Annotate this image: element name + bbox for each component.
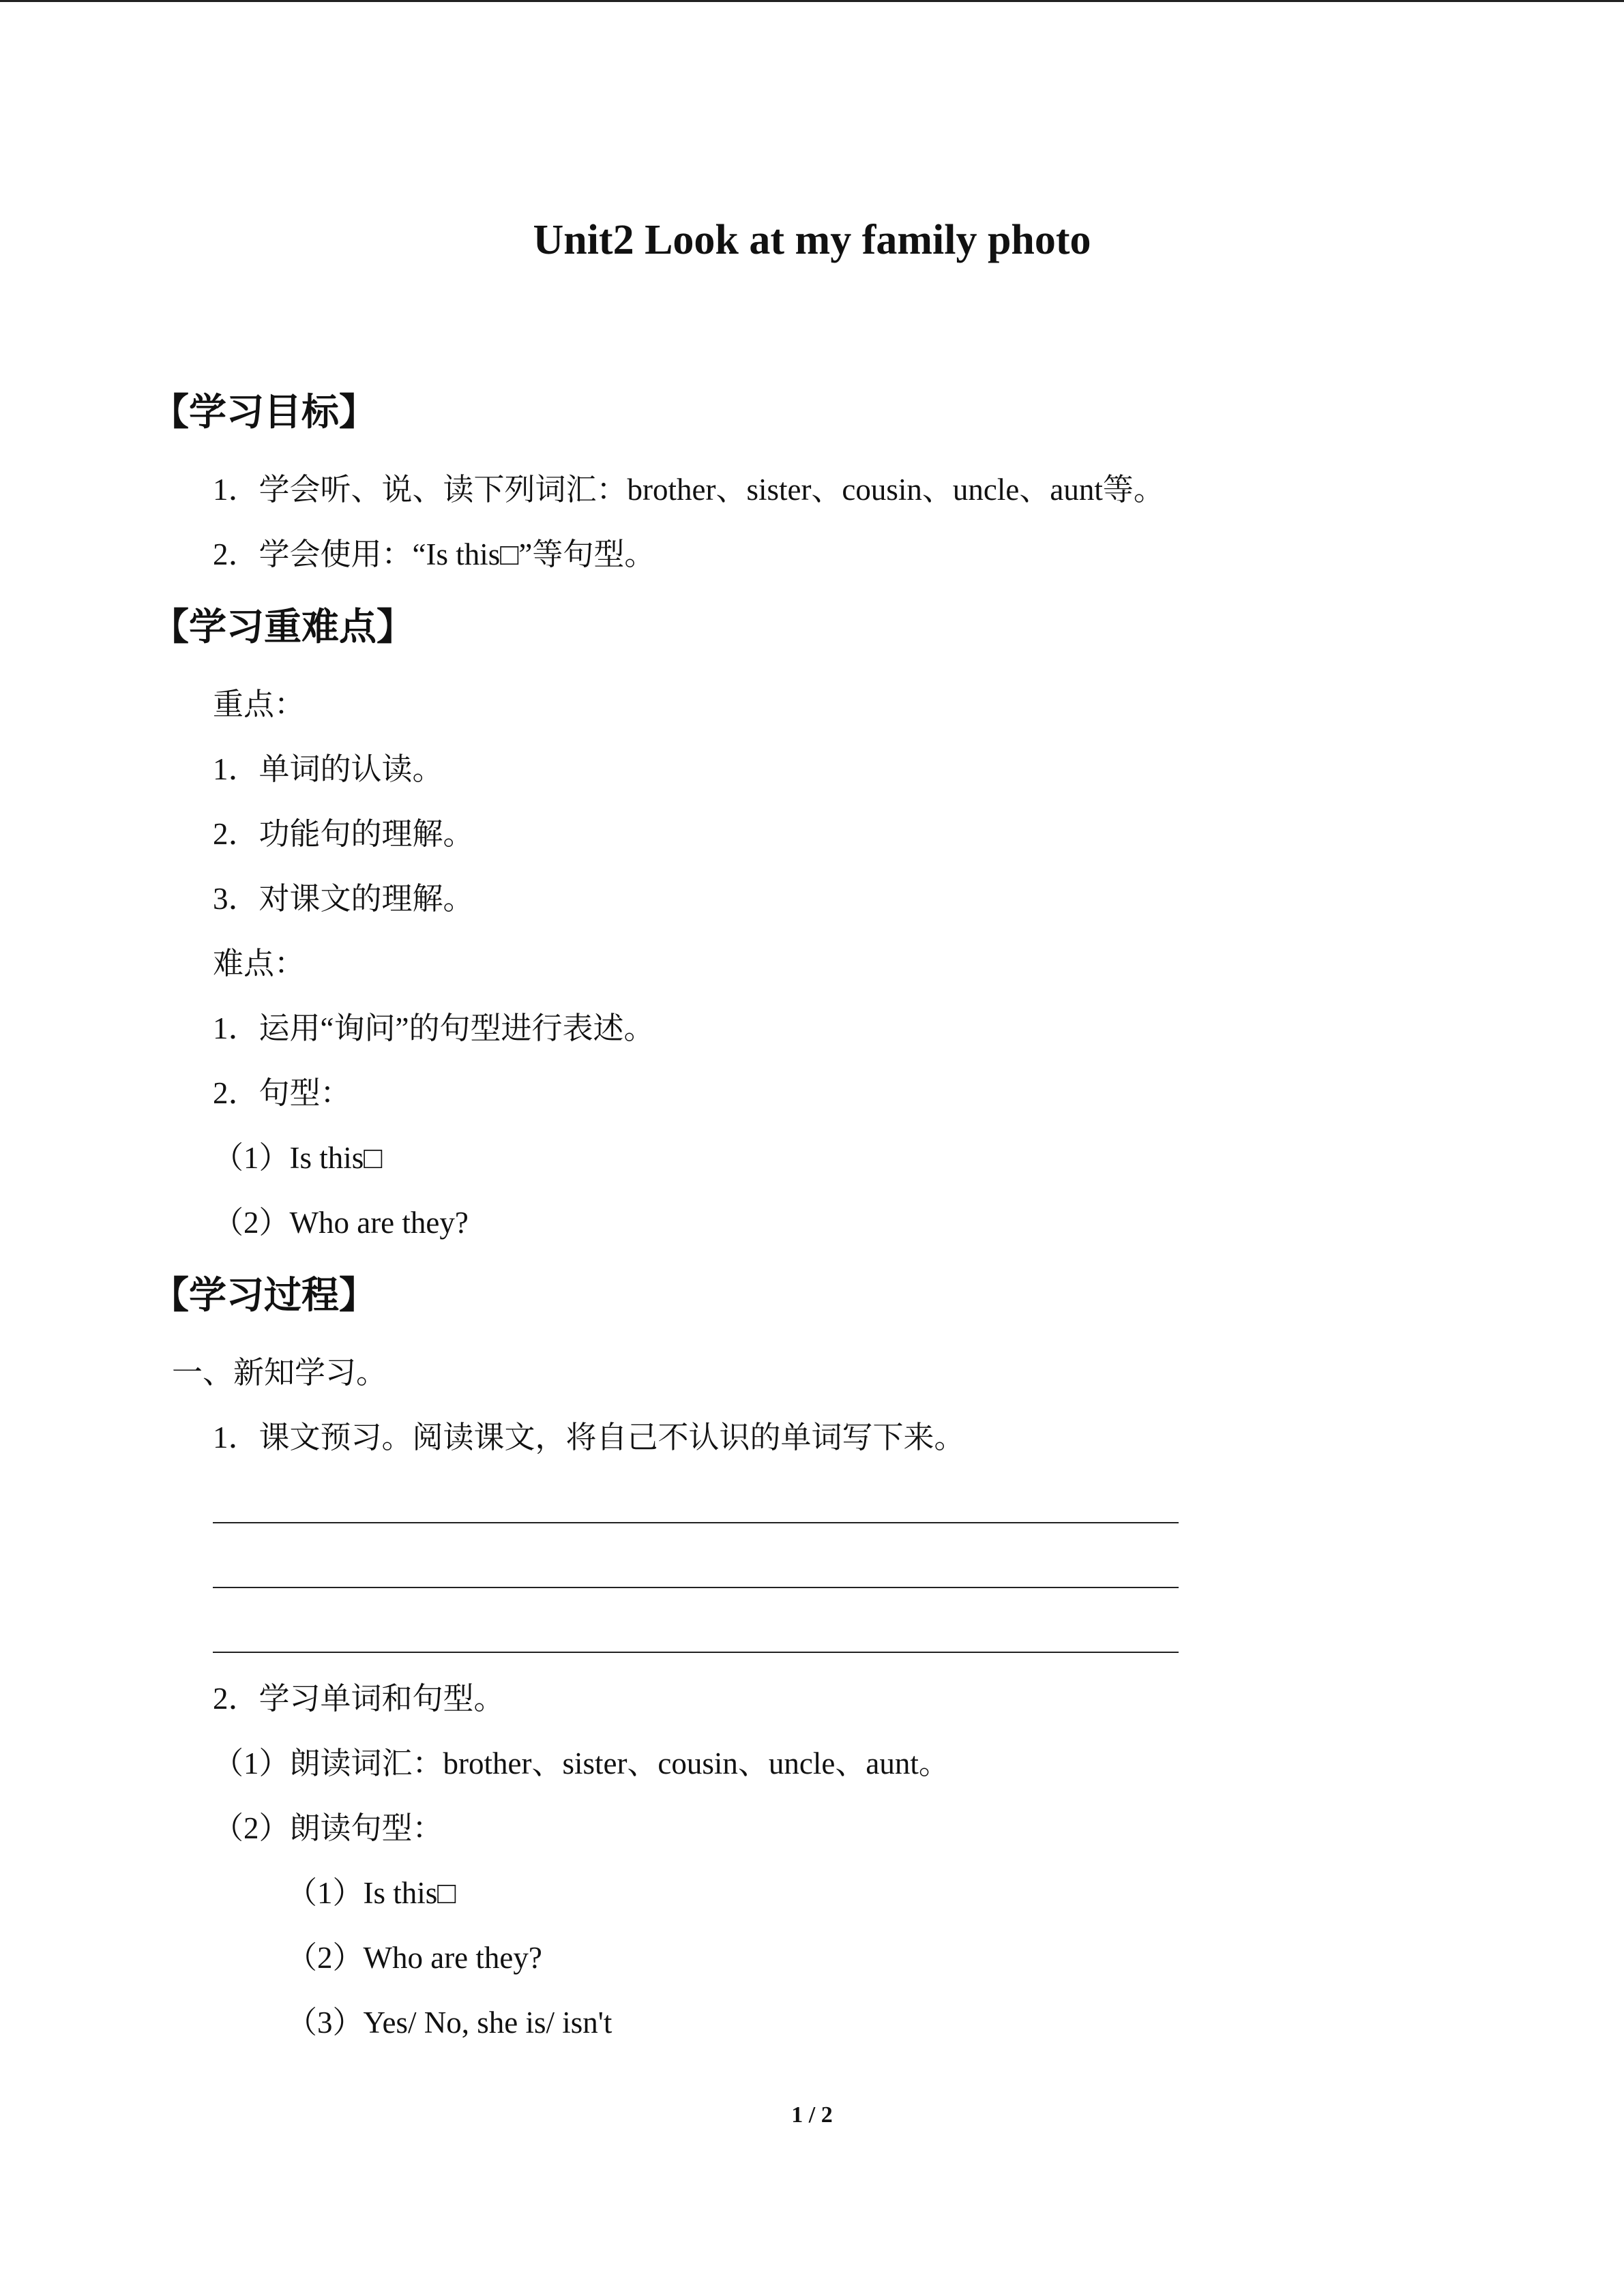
difficult-item-1: 1．运用“询问”的句型进行表述。 [213, 1011, 655, 1045]
key-item-1: 1．单词的认读。 [213, 752, 443, 786]
process-step-two: 2．学习单词和句型。 [213, 1682, 505, 1716]
difficult-item-4: （2）Who are they? [213, 1206, 469, 1240]
answer-blank-line[interactable] [213, 1587, 1179, 1588]
difficult-label: 难点： [213, 946, 306, 981]
answer-blank-line[interactable] [213, 1652, 1179, 1653]
sentence-item-2: （2）Who are they? [286, 1941, 542, 1975]
process-heading: 【学习过程】 [151, 1274, 377, 1316]
difficult-item-2: 2．句型： [213, 1076, 351, 1110]
objectives-heading: 【学习目标】 [151, 391, 377, 433]
sentence-item-1: （1）Is this□ [286, 1876, 456, 1910]
page-number: 1 / 2 [791, 2102, 833, 2128]
sentence-item-3: （3）Yes/ No, she is/ isn't [286, 2006, 612, 2040]
key-item-2: 2．功能句的理解。 [213, 817, 474, 851]
objective-item-2: 2．学会使用：“Is this□”等句型。 [213, 537, 655, 571]
answer-blank-line[interactable] [213, 1522, 1179, 1523]
read-sentences-label: （2）朗读句型： [213, 1811, 443, 1845]
process-part-one: 一、新知学习。 [172, 1356, 387, 1390]
key-label: 重点： [213, 687, 306, 721]
process-step-one: 1．课文预习。阅读课文，将自己不认识的单词写下来。 [213, 1420, 965, 1455]
key-points-heading: 【学习重难点】 [151, 606, 415, 648]
document-title: Unit2 Look at my family photo [533, 217, 1091, 263]
read-words-line: （1）朗读词汇：brother、sister、cousin、uncle、aunt。 [213, 1746, 949, 1780]
key-item-3: 3．对课文的理解。 [213, 882, 474, 916]
difficult-item-3: （1）Is this□ [213, 1141, 383, 1175]
objective-item-1: 1．学会听、说、读下列词汇：brother、sister、cousin、uncle、aunt等。 [213, 473, 1164, 507]
